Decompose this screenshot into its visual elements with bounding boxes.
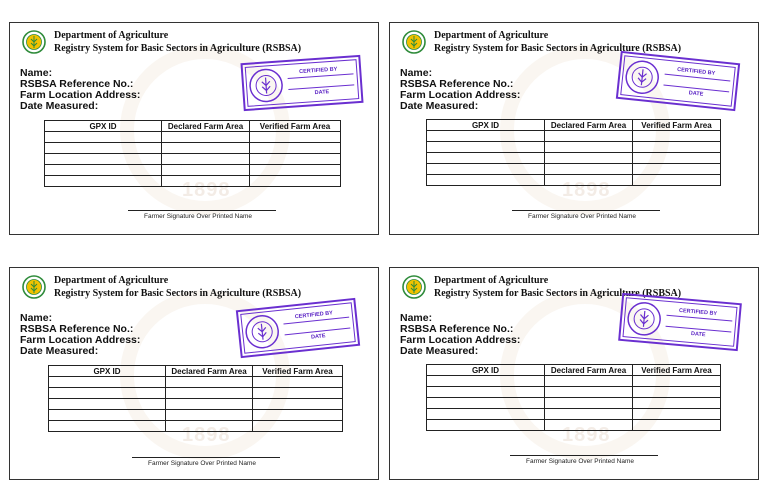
signature-line[interactable] [510, 455, 658, 456]
signature-line[interactable] [132, 457, 280, 458]
reference-label: RSBSA Reference No.: [20, 323, 134, 335]
stamp-date-text: DATE [314, 89, 330, 97]
gpx-id-cell[interactable] [45, 154, 162, 165]
stamp-date-text: DATE [688, 90, 704, 98]
declared-area-cell[interactable] [166, 421, 253, 432]
reference-label: RSBSA Reference No.: [20, 78, 134, 90]
verified-area-cell[interactable] [633, 398, 721, 409]
signature-label: Farmer Signature Over Printed Name [526, 458, 635, 465]
header-declared-farm-area: Declared Farm Area [545, 120, 633, 131]
table-row [427, 142, 721, 153]
verified-area-cell[interactable] [633, 409, 721, 420]
signature-label: Farmer Signature Over Printed Name [144, 213, 253, 220]
verified-area-cell[interactable] [250, 132, 341, 143]
stamp-certified-text: CERTIFIED BY [294, 310, 334, 321]
verified-area-cell[interactable] [250, 165, 341, 176]
declared-area-cell[interactable] [166, 399, 253, 410]
farm-area-table [44, 120, 341, 187]
farm-location-label: Farm Location Address: [20, 334, 141, 346]
header-verified-farm-area: Verified Farm Area [633, 365, 721, 376]
header-verified-farm-area: Verified Farm Area [253, 366, 343, 377]
header-verified-farm-area: Verified Farm Area [250, 121, 341, 132]
verified-area-cell[interactable] [253, 421, 343, 432]
header-gpx-id: GPX ID [427, 365, 545, 376]
declared-area-cell[interactable] [166, 410, 253, 421]
gpx-id-cell[interactable] [45, 165, 162, 176]
signature-label: Farmer Signature Over Printed Name [148, 460, 257, 467]
gpx-id-cell[interactable] [49, 399, 166, 410]
declared-area-cell[interactable] [545, 164, 633, 175]
gpx-id-cell[interactable] [45, 176, 162, 187]
stamp-certified-text: CERTIFIED BY [676, 66, 716, 77]
name-label: Name: [20, 67, 53, 79]
gpx-id-cell[interactable] [427, 409, 545, 420]
reference-label: RSBSA Reference No.: [400, 78, 514, 90]
department-title: Department of Agriculture [434, 275, 549, 286]
reference-label: RSBSA Reference No.: [400, 323, 514, 335]
registry-title: Registry System for Basic Sectors in Agriculture (RSBSA) [434, 288, 682, 299]
watermark-year: 1898 [562, 179, 611, 201]
table-row [45, 176, 341, 187]
table-row [427, 398, 721, 409]
date-measured-label: Date Measured: [20, 100, 99, 112]
table-row [45, 143, 341, 154]
verified-area-cell[interactable] [633, 175, 721, 186]
table-row [49, 410, 343, 421]
watermark-year: 1898 [182, 179, 231, 201]
verified-area-cell[interactable] [250, 154, 341, 165]
department-title: Department of Agriculture [54, 275, 169, 286]
signature-line[interactable] [512, 210, 660, 211]
stamp-date-text: DATE [310, 333, 326, 341]
gpx-id-cell[interactable] [45, 132, 162, 143]
farm-location-label: Farm Location Address: [400, 89, 521, 101]
date-measured-label: Date Measured: [400, 345, 479, 357]
verified-area-cell[interactable] [633, 153, 721, 164]
gpx-id-cell[interactable] [427, 387, 545, 398]
table-row [45, 132, 341, 143]
gpx-id-cell[interactable] [427, 142, 545, 153]
agriculture-logo-icon [22, 275, 46, 299]
verified-area-cell[interactable] [253, 399, 343, 410]
gpx-id-cell[interactable] [49, 410, 166, 421]
verified-area-cell[interactable] [633, 131, 721, 142]
agriculture-logo-icon [402, 30, 426, 54]
gpx-id-cell[interactable] [427, 376, 545, 387]
verified-area-cell[interactable] [633, 142, 721, 153]
farm-location-label: Farm Location Address: [400, 334, 521, 346]
wheat-seal-icon [622, 57, 662, 97]
gpx-id-cell[interactable] [49, 388, 166, 399]
verified-area-cell[interactable] [253, 377, 343, 388]
gpx-id-cell[interactable] [49, 377, 166, 388]
name-label: Name: [400, 312, 433, 324]
wheat-seal-icon [242, 312, 282, 352]
header-gpx-id: GPX ID [49, 366, 166, 377]
declared-area-cell[interactable] [545, 376, 633, 387]
declared-area-cell[interactable] [162, 154, 250, 165]
declared-area-cell[interactable] [162, 165, 250, 176]
declared-area-cell[interactable] [166, 388, 253, 399]
header-declared-farm-area: Declared Farm Area [545, 365, 633, 376]
verified-area-cell[interactable] [250, 176, 341, 187]
table-row [427, 376, 721, 387]
watermark-year: 1898 [562, 424, 611, 446]
wheat-seal-icon [247, 66, 285, 104]
watermark-year: 1898 [182, 424, 231, 446]
declared-area-cell[interactable] [545, 142, 633, 153]
table-row [45, 165, 341, 176]
table-row [49, 421, 343, 432]
verified-area-cell[interactable] [633, 387, 721, 398]
declared-area-cell[interactable] [545, 398, 633, 409]
signature-label: Farmer Signature Over Printed Name [528, 213, 637, 220]
declared-area-cell[interactable] [545, 409, 633, 420]
header-declared-farm-area: Declared Farm Area [162, 121, 250, 132]
declared-area-cell[interactable] [545, 175, 633, 186]
verified-area-cell[interactable] [253, 388, 343, 399]
header-verified-farm-area: Verified Farm Area [633, 120, 721, 131]
registry-title: Registry System for Basic Sectors in Agriculture (RSBSA) [54, 43, 302, 54]
declared-area-cell[interactable] [162, 143, 250, 154]
name-label: Name: [20, 312, 53, 324]
verified-area-cell[interactable] [633, 376, 721, 387]
department-title: Department of Agriculture [434, 30, 549, 41]
declared-area-cell[interactable] [545, 420, 633, 431]
verified-area-cell[interactable] [253, 410, 343, 421]
farm-area-table [426, 364, 721, 431]
declared-area-cell[interactable] [545, 131, 633, 142]
form-card-2 [389, 22, 759, 235]
table-row [49, 377, 343, 388]
declared-area-cell[interactable] [545, 153, 633, 164]
date-measured-label: Date Measured: [400, 100, 479, 112]
form-card-3 [9, 267, 379, 480]
form-card-4 [389, 267, 759, 480]
table-row [427, 387, 721, 398]
table-row [427, 409, 721, 420]
header-gpx-id: GPX ID [45, 121, 162, 132]
name-label: Name: [400, 67, 433, 79]
declared-area-cell[interactable] [166, 377, 253, 388]
registry-title: Registry System for Basic Sectors in Agriculture (RSBSA) [54, 288, 302, 299]
table-row [427, 420, 721, 431]
table-row [427, 153, 721, 164]
certified-stamp [240, 55, 363, 111]
date-measured-label: Date Measured: [20, 345, 99, 357]
table-row [45, 154, 341, 165]
declared-area-cell[interactable] [545, 387, 633, 398]
gpx-id-cell[interactable] [49, 421, 166, 432]
table-row [427, 175, 721, 186]
agriculture-logo-icon [402, 275, 426, 299]
stamp-certified-text: CERTIFIED BY [678, 307, 718, 318]
verified-area-cell[interactable] [250, 143, 341, 154]
table-row [49, 388, 343, 399]
header-declared-farm-area: Declared Farm Area [166, 366, 253, 377]
farm-area-table [426, 119, 721, 186]
stamp-certified-text: CERTIFIED BY [299, 66, 338, 76]
agriculture-logo-icon [22, 30, 46, 54]
verified-area-cell[interactable] [633, 420, 721, 431]
signature-line[interactable] [128, 210, 276, 211]
gpx-id-cell[interactable] [427, 175, 545, 186]
declared-area-cell[interactable] [162, 132, 250, 143]
farm-area-table [48, 365, 343, 432]
gpx-id-cell[interactable] [427, 398, 545, 409]
gpx-id-cell[interactable] [45, 143, 162, 154]
table-row [427, 131, 721, 142]
table-row [427, 164, 721, 175]
table-row [49, 399, 343, 410]
gpx-id-cell[interactable] [427, 420, 545, 431]
gpx-id-cell[interactable] [427, 164, 545, 175]
gpx-id-cell[interactable] [427, 153, 545, 164]
department-title: Department of Agriculture [54, 30, 169, 41]
declared-area-cell[interactable] [162, 176, 250, 187]
header-gpx-id: GPX ID [427, 120, 545, 131]
registry-title: Registry System for Basic Sectors in Agriculture (RSBSA) [434, 43, 682, 54]
form-card-1 [9, 22, 379, 235]
gpx-id-cell[interactable] [427, 131, 545, 142]
farm-location-label: Farm Location Address: [20, 89, 141, 101]
verified-area-cell[interactable] [633, 164, 721, 175]
wheat-seal-icon [625, 299, 664, 338]
stamp-date-text: DATE [690, 331, 706, 339]
